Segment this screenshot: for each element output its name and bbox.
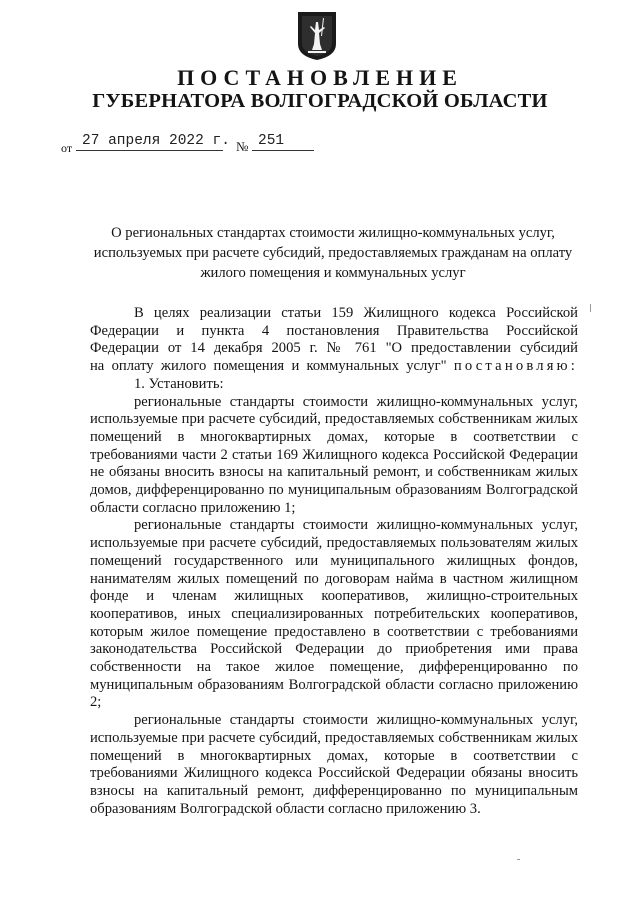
clause-paragraph: региональные стандарты стоимости жилищно-коммунальных услуг, используемые при расчете субсидий, предоставляемых пользователям жилых помещений государственного или муниципального жилищных фондов, нанимателям жилых помещений по договорам найма в частном жилищном фонде и членам жилищных кооперативов, жилищно-строительных кооперативов, иных специализированных потребительских кооперативов, которым жилое помещение предоставлено в соответствии с требованиями законодательства Российской Федерации до приобретения ими права собственности на такое жилое помещение, дифференцированно по муниципальным образованиям Волгоградской области согласно приложению 2; bbox=[90, 517, 578, 711]
preamble-line: Федерации от 14 декабря 2005 г. № 761 "О предоставлении субсидий bbox=[90, 340, 578, 357]
resolution-keyword: постановляю: bbox=[453, 358, 579, 375]
document-subject bbox=[86, 223, 580, 283]
coat-of-arms-icon bbox=[296, 10, 338, 62]
document-date: 27 апреля 2022 г. bbox=[76, 131, 223, 151]
scan-mark bbox=[590, 304, 591, 312]
preamble-line: Федерации и пункта 4 постановления Правительства Российской bbox=[90, 322, 578, 339]
number-label: № bbox=[236, 139, 249, 154]
subject-line: О региональных стандартах стоимости жилищно-коммунальных услуг, bbox=[111, 225, 555, 241]
document-body bbox=[90, 305, 578, 818]
document-title: ПОСТАНОВЛЕНИЕ bbox=[177, 65, 463, 90]
document-meta bbox=[0, 131, 640, 155]
scan-mark bbox=[517, 859, 520, 860]
clause-paragraph: региональные стандарты стоимости жилищно-коммунальных услуг, используемые при расчете субсидий, предоставляемых собственникам жилых помещений в многоквартирных домах, которые в соответствии с требованиями Жилищного кодекса Российской Федерации обязаны вносить взносы на капитальный ремонт, дифференцированно по муниципальным образованиям Волгоградской области согласно приложению 3. bbox=[90, 712, 578, 817]
clause-paragraph: региональные стандарты стоимости жилищно-коммунальных услуг, используемые при расчете субсидий, предоставляемых собственникам жилых помещений в многоквартирных домах, которые в соответствии с требованиями части 2 статьи 169 Жилищного кодекса Российской Федерации не обязаны вносить взносы на капитальный ремонт, и собственникам жилых домов, дифференцированно по муниципальным образованиям Волгоградской области согласно приложению 1; bbox=[90, 393, 578, 516]
preamble-line: В целях реализации статьи 159 Жилищного кодекса Российской bbox=[134, 305, 578, 321]
subject-line: используемых при расчете субсидий, предоставляемых гражданам на оплату bbox=[93, 245, 573, 261]
clause-heading: 1. Установить: bbox=[134, 375, 224, 392]
preamble-text: на оплату жилого помещения и коммунальных услуг" bbox=[90, 358, 447, 375]
document-issuer: ГУБЕРНАТОРА ВОЛГОГРАДСКОЙ ОБЛАСТИ bbox=[92, 90, 548, 112]
subject-line: жилого помещения и коммунальных услуг bbox=[200, 265, 466, 281]
preamble-line bbox=[90, 358, 578, 376]
document-number: 251 bbox=[252, 131, 314, 151]
date-label: от bbox=[61, 141, 73, 155]
